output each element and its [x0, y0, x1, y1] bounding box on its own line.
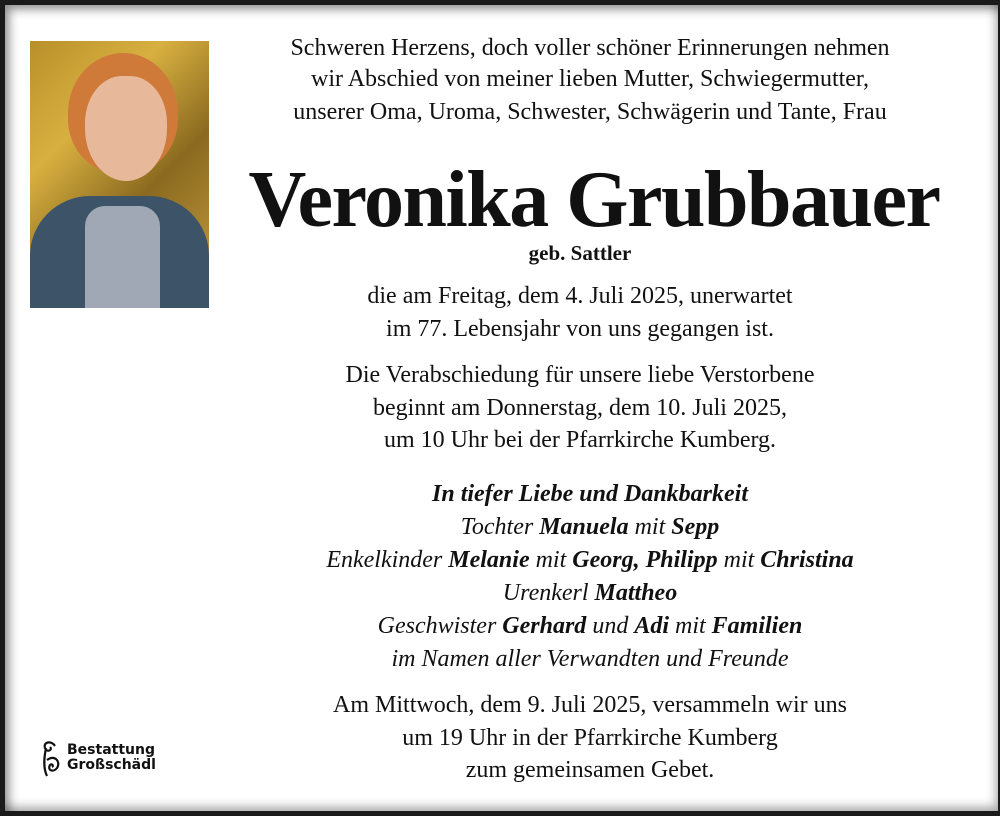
farewell-line: um 10 Uhr bei der Pfarrkirche Kumberg.	[383, 427, 777, 453]
farewell-line: Die Verabschiedung für unsere liebe Verstorbene	[345, 362, 815, 388]
prayer-line: Am Mittwoch, dem 9. Juli 2025, versammeln wir uns	[333, 692, 847, 718]
funeral-home-logo: Bestattung Großschädl	[41, 738, 156, 778]
deceased-name: Veronika Grubbauer	[248, 156, 940, 244]
mourners-line: Urenkerl Mattheo	[502, 580, 678, 606]
intro-line: Schweren Herzens, doch voller schöner Erinnerungen nehmen	[290, 35, 890, 61]
death-line: im 77. Lebensjahr von uns gegangen ist.	[386, 316, 774, 342]
portrait-photo	[30, 41, 209, 308]
prayer-line: um 19 Uhr in der Pfarrkirche Kumberg	[402, 725, 778, 751]
prayer-line: zum gemeinsamen Gebet.	[465, 757, 715, 783]
mourners-line: Enkelkinder Melanie mit Georg, Philipp mit Christina	[326, 547, 854, 573]
farewell-line: beginnt am Donnerstag, dem 10. Juli 2025,	[373, 395, 787, 421]
intro-line: unserer Oma, Uroma, Schwester, Schwägerin und Tante, Frau	[293, 99, 887, 125]
maiden-name: geb. Sattler	[528, 241, 632, 265]
mourners-line: Tochter Manuela mit Sepp	[460, 514, 720, 540]
mourners-heading: In tiefer Liebe und Dankbarkeit	[432, 481, 748, 507]
ornament-icon	[41, 738, 63, 778]
obituary-notice	[5, 5, 998, 811]
death-line: die am Freitag, dem 4. Juli 2025, unerwartet	[367, 283, 793, 309]
intro-line: wir Abschied von meiner lieben Mutter, Schwiegermutter,	[311, 66, 869, 92]
mourners-line: im Namen aller Verwandten und Freunde	[391, 646, 789, 672]
mourners-line: Geschwister Gerhard und Adi mit Familien	[377, 613, 803, 639]
